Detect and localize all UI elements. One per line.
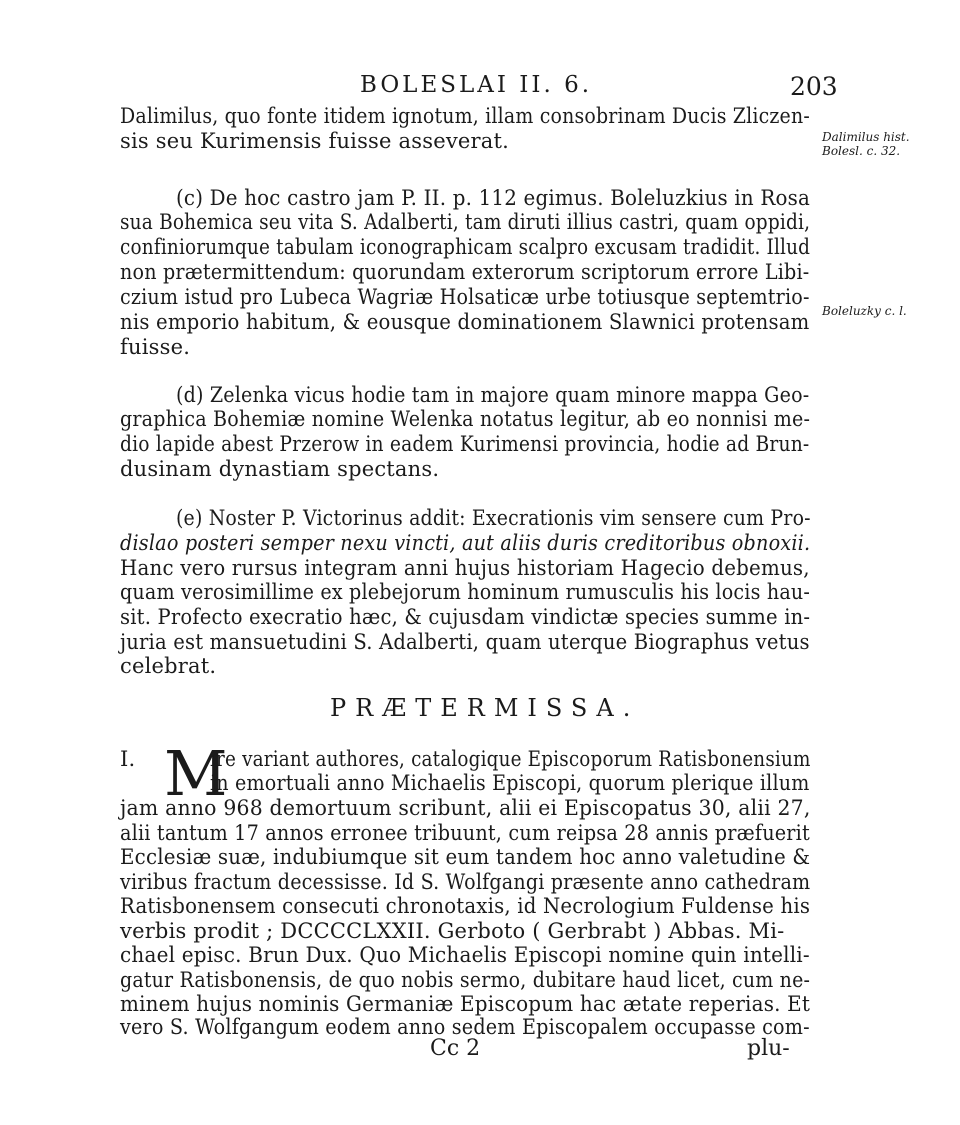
margin-note-line: Dalimilus hist. [822, 130, 910, 144]
margin-note-line: Boleluzky c. l. [822, 304, 907, 318]
text-line: (d) Zelenka vicus hodie tam in majore quam minore mappa Geo- [176, 383, 810, 407]
margin-note-dalimilus [822, 130, 910, 158]
text-line: fuisse. [120, 335, 191, 359]
text-line: vero S. Wolfgangum eodem anno sedem Episcopalem occupasse com- [120, 1015, 810, 1039]
text-line: celebrat. [120, 654, 217, 678]
text-line: chael episc. Brun Dux. Quo Michaelis Episcopi nomine quin intelli- [120, 943, 810, 967]
text-line: dio lapide abest Przerow in eadem Kurimensi provincia, hodie ad Brun- [120, 432, 810, 456]
text-line: ire variant authores, catalogique Episcoporum Ratisbonensium [210, 747, 811, 771]
text-line: graphica Bohemiæ nomine Welenka notatus legitur, ab eo nonnisi me- [120, 407, 811, 431]
text-line: Hanc vero rursus integram anni hujus historiam Hagecio debemus, [120, 556, 810, 580]
text-line: confiniorumque tabulam iconographicam scalpro excusam tradidit. Illud [120, 235, 811, 259]
text-line: verbis prodit ; DCCCCLXXII. Gerboto ( Gerbrabt ) Abbas. Mi- [120, 919, 785, 943]
signature-mark: Cc 2 [430, 1036, 481, 1061]
page-number: 203 [790, 72, 838, 101]
text-line: jam anno 968 demortuum scribunt, alii ei Episcopatus 30, alii 27, [120, 796, 811, 820]
text-line: dusinam dynastiam spectans. [120, 457, 440, 481]
text-line: juria est mansuetudini S. Adalberti, quam uterque Biographus vetus [120, 630, 810, 654]
text-line: dislao posteri semper nexu vincti, aut aliis duris creditoribus obnoxii. [120, 531, 811, 555]
text-line: czium istud pro Lubeca Wagriæ Holsaticæ urbe totiusque septemtrio- [120, 285, 810, 309]
text-line: Dalimilus, quo fonte itidem ignotum, illam consobrinam Ducis Zliczen- [120, 104, 810, 128]
drop-cap-initial: M [164, 737, 228, 810]
text-line: nis emporio habitum, & eousque dominationem Slawnici protensam [120, 310, 810, 334]
text-line: Ecclesiæ suæ, indubiumque sit eum tandem hoc anno valetudine & [120, 845, 811, 869]
text-line: sit. Profecto execratio hæc, & cujusdam vindictæ species summe in- [120, 605, 811, 629]
text-line: alii tantum 17 annos erronee tribuunt, cum reipsa 28 annis præfuerit [120, 821, 810, 845]
text-line: non prætermittendum: quorundam exterorum scriptorum errore Libi- [120, 260, 810, 284]
text-line: sis seu Kurimensis fuisse asseverat. [120, 129, 510, 153]
text-line: minem hujus nominis Germaniæ Episcopum hac ætate reperias. Et [120, 992, 811, 1016]
text-line: in emortuali anno Michaelis Episcopi, quorum plerique illum [210, 771, 810, 795]
running-head: BOLESLAI II. 6. [360, 72, 593, 98]
text-line: quam verosimillime ex plebejorum hominum rumusculis his locis hau- [120, 580, 811, 604]
catchword: plu- [747, 1036, 790, 1061]
section-number: I. [120, 747, 136, 771]
text-line: gatur Ratisbonensis, de quo nobis sermo, dubitare haud licet, cum ne- [120, 968, 811, 992]
text-line: sua Bohemica seu vita S. Adalberti, tam diruti illius castri, quam oppidi, [120, 210, 811, 234]
text-line: (c) De hoc castro jam P. II. p. 112 egimus. Boleluzkius in Rosa [176, 186, 811, 210]
margin-note-boleluzky [822, 304, 907, 318]
section-heading: PRÆTERMISSA. [330, 694, 640, 722]
text-line: (e) Noster P. Victorinus addit: Execrationis vim sensere cum Pro- [176, 506, 811, 530]
text-line: viribus fractum decessisse. Id S. Wolfgangi præsente anno cathedram [120, 870, 811, 894]
text-line: Ratisbonensem consecuti chronotaxis, id Necrologium Fuldense his [120, 894, 811, 918]
margin-note-line: Bolesl. c. 32. [822, 144, 901, 158]
